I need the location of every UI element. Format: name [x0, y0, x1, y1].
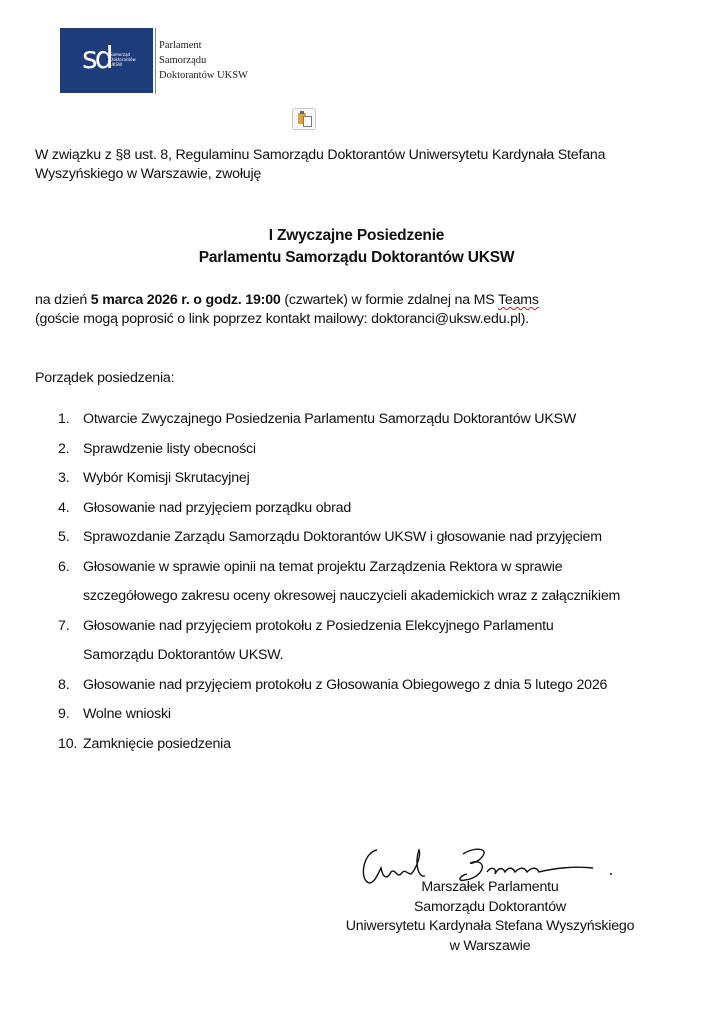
- intro-line: W związku z §8 ust. 8, Regulaminu Samorządu Doktorantów Uniwersytetu Kardynała Stefana: [35, 147, 606, 163]
- logo-sd-glyph: sd: [82, 41, 111, 76]
- intro-paragraph: [35, 146, 675, 184]
- agenda-item-number: 6.: [58, 558, 70, 575]
- agenda-item-text: szczegółowego zakresu oceny okresowej nauczycieli akademickich wraz z załącznikiem: [83, 588, 621, 604]
- agenda-item-text: Głosowanie nad przyjęciem porządku obrad: [83, 499, 352, 516]
- logo-text-line: Parlament: [159, 40, 202, 51]
- logo-subtitle-line: Samorząd: [110, 52, 131, 57]
- agenda-item: [58, 730, 678, 760]
- agenda-item-text: Głosowanie nad przyjęciem protokołu z Posiedzenia Elekcyjnego Parlamentu: [83, 617, 554, 634]
- agenda-item-text: Zamknięcie posiedzenia: [83, 735, 231, 752]
- logo-divider: [155, 28, 156, 94]
- agenda-item-text: Wolne wnioski: [83, 706, 171, 722]
- signatory-block: [330, 878, 650, 956]
- logo-text-line: Samorządu: [159, 55, 207, 66]
- intro-line: Wyszyńskiego w Warszawie, zwołuję: [35, 166, 262, 182]
- logo-text-line: Doktorantów UKSW: [159, 70, 248, 81]
- paste-clipboard-icon[interactable]: [292, 108, 316, 130]
- page-title: [0, 225, 713, 269]
- meeting-line: [35, 291, 675, 310]
- meeting-date-time: 5 marca 2026 r. o godz. 19:00: [90, 292, 281, 308]
- agenda-item-number: 2.: [58, 440, 70, 457]
- signatory-line: Marszałek Parlamentu: [421, 879, 559, 895]
- agenda-item-text: Sprawdzenie listy obecności: [83, 440, 256, 457]
- meeting-prefix: na dzień: [35, 292, 91, 308]
- signatory-line: Uniwersytetu Kardynała Stefana Wyszyńskiego: [345, 918, 635, 934]
- agenda-item: [58, 553, 678, 612]
- logo-mark-subtitle: [110, 52, 136, 67]
- clipboard-clasp-shape: [300, 111, 304, 114]
- agenda-item-text: Otwarcie Zwyczajnego Posiedzenia Parlamentu Samorządu Doktorantów UKSW: [83, 411, 577, 427]
- logo-mark: [60, 28, 153, 93]
- agenda-item: [58, 464, 678, 494]
- meeting-details: [35, 291, 675, 329]
- meeting-contact-line: (goście mogą poprosić o link poprzez kontakt mailowy: doktoranci@uksw.edu.pl).: [35, 311, 530, 327]
- agenda-item: [58, 435, 678, 465]
- logo-subtitle-line: Doktorantów: [110, 57, 136, 62]
- title-line: Parlamentu Samorządu Doktorantów UKSW: [198, 249, 515, 266]
- agenda-item: [58, 612, 678, 671]
- agenda-item-text: Sprawozdanie Zarządu Samorządu Doktorantów UKSW i głosowanie nad przyjęciem: [83, 529, 602, 545]
- agenda-item-number: 5.: [58, 529, 70, 545]
- clipboard-paper-shape: [303, 116, 312, 127]
- agenda-item-number: 4.: [58, 499, 70, 516]
- agenda-item-number: 3.: [58, 470, 70, 486]
- agenda-item: [58, 494, 678, 524]
- agenda-item-number: 7.: [58, 617, 70, 634]
- signatory-line: w Warszawie: [449, 937, 531, 954]
- agenda-item: [58, 700, 678, 730]
- agenda-item-text: Głosowanie nad przyjęciem protokołu z Głosowania Obiegowego z dnia 5 lutego 2026: [83, 676, 608, 693]
- agenda-item-text: Głosowanie w sprawie opinii na temat projektu Zarządzenia Rektora w sprawie: [83, 558, 563, 575]
- meeting-mode: (czwartek) w formie zdalnej na MS: [280, 292, 499, 308]
- agenda-list: [58, 405, 678, 759]
- signatory-line: Samorządu Doktorantów: [414, 898, 566, 915]
- agenda-item-number: 10.: [58, 735, 78, 752]
- agenda-item-number: 8.: [58, 676, 70, 693]
- logo-subtitle-line: UKSW: [110, 62, 123, 67]
- agenda-heading: Porządek posiedzenia:: [35, 370, 175, 386]
- agenda-item-number: 1.: [58, 411, 70, 427]
- agenda-item: [58, 405, 678, 435]
- logo-text: [159, 38, 248, 83]
- title-line: I Zwyczajne Posiedzenie: [268, 227, 445, 244]
- meeting-platform: Teams: [498, 292, 539, 308]
- agenda-item: [58, 671, 678, 701]
- agenda-item: [58, 523, 678, 553]
- agenda-item-text: Wybór Komisji Skrutacyjnej: [83, 470, 250, 486]
- agenda-item-number: 9.: [58, 706, 70, 722]
- agenda-item-text: Samorządu Doktorantów UKSW.: [83, 647, 284, 663]
